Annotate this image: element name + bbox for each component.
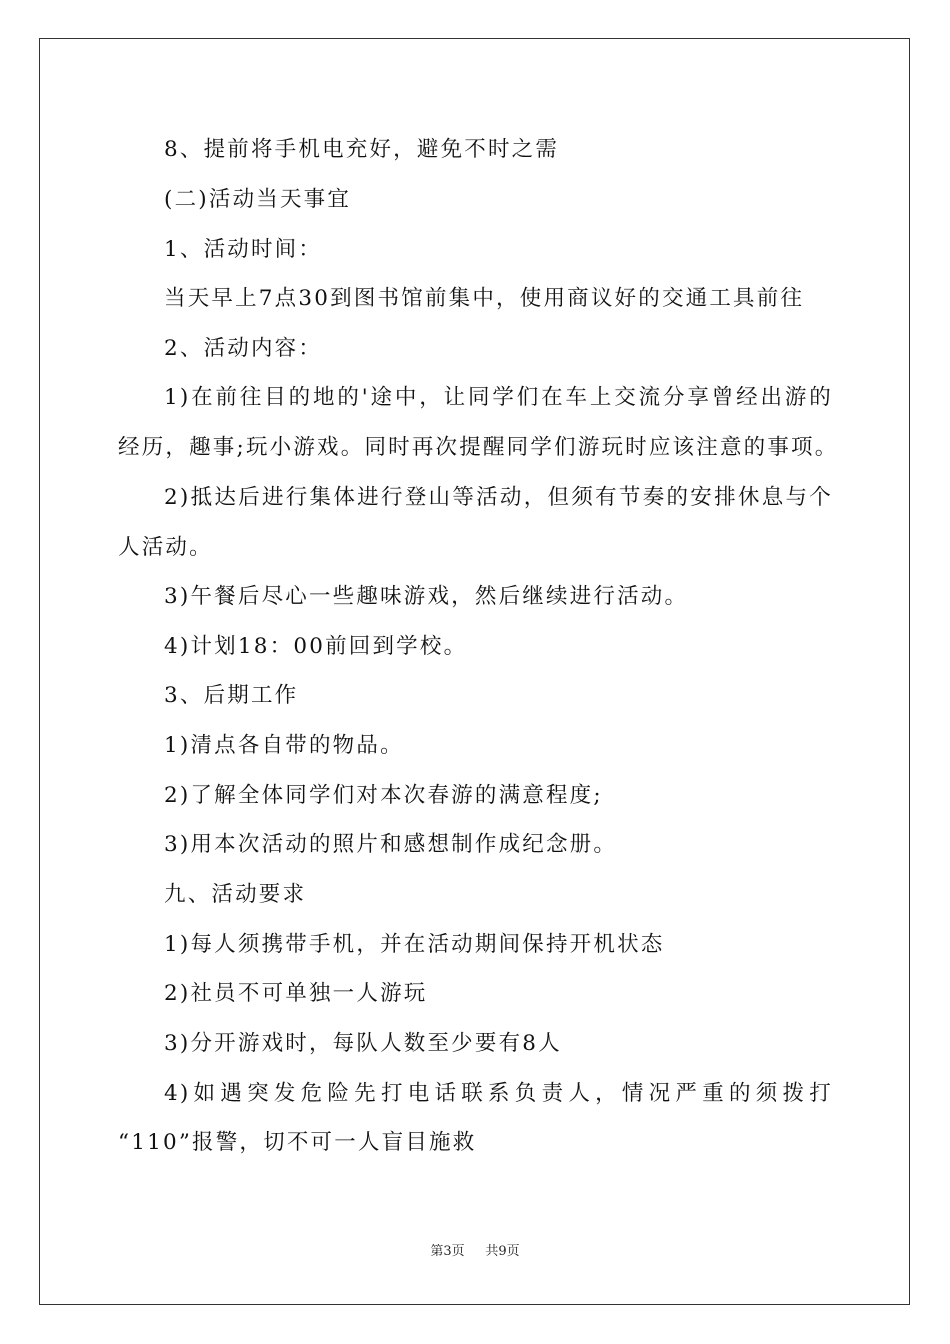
subheading: 1、活动时间： xyxy=(164,237,323,262)
page-footer xyxy=(0,1240,950,1259)
paragraph-line: 2)抵达后进行集体进行登山等活动，但须有节奏的安排休息与个 xyxy=(164,485,833,510)
paragraph-line: 4)如遇突发危险先打电话联系负责人，情况严重的须拨打 xyxy=(164,1081,833,1106)
paragraph-line: 人活动。 xyxy=(118,535,213,560)
paragraph-line: 4)计划18：00前回到学校。 xyxy=(164,634,468,659)
paragraph-line: 当天早上7点30到图书馆前集中，使用商议好的交通工具前往 xyxy=(164,286,805,311)
paragraph-line: 1)在前往目的地的'途中，让同学们在车上交流分享曾经出游的 xyxy=(164,385,833,410)
subheading: 2、活动内容： xyxy=(164,336,323,361)
paragraph-line: 1)清点各自带的物品。 xyxy=(164,733,404,758)
page-total: 共9页 xyxy=(485,1244,520,1259)
section-heading: 九、活动要求 xyxy=(164,882,307,907)
paragraph-line: 2)了解全体同学们对本次春游的满意程度; xyxy=(164,783,603,808)
paragraph-line: 经历，趣事;玩小游戏。同时再次提醒同学们游玩时应该注意的事项。 xyxy=(118,435,839,460)
subheading: 3、后期工作 xyxy=(164,683,299,708)
paragraph-line: 1)每人须携带手机，并在活动期间保持开机状态 xyxy=(164,932,665,957)
paragraph-line: 3)午餐后尽心一些趣味游戏，然后继续进行活动。 xyxy=(164,584,689,609)
page-number: 第3页 xyxy=(430,1244,465,1259)
paragraph-line: 3)用本次活动的照片和感想制作成纪念册。 xyxy=(164,832,618,857)
paragraph-line: 8、提前将手机电充好，避免不时之需 xyxy=(164,137,560,162)
section-heading: (二)活动当天事宜 xyxy=(164,187,352,212)
paragraph-line: 3)分开游戏时，每队人数至少要有8人 xyxy=(164,1031,562,1056)
paragraph-line: “110”报警，切不可一人盲目施救 xyxy=(118,1130,477,1155)
paragraph-line: 2)社员不可单独一人游玩 xyxy=(164,981,428,1006)
